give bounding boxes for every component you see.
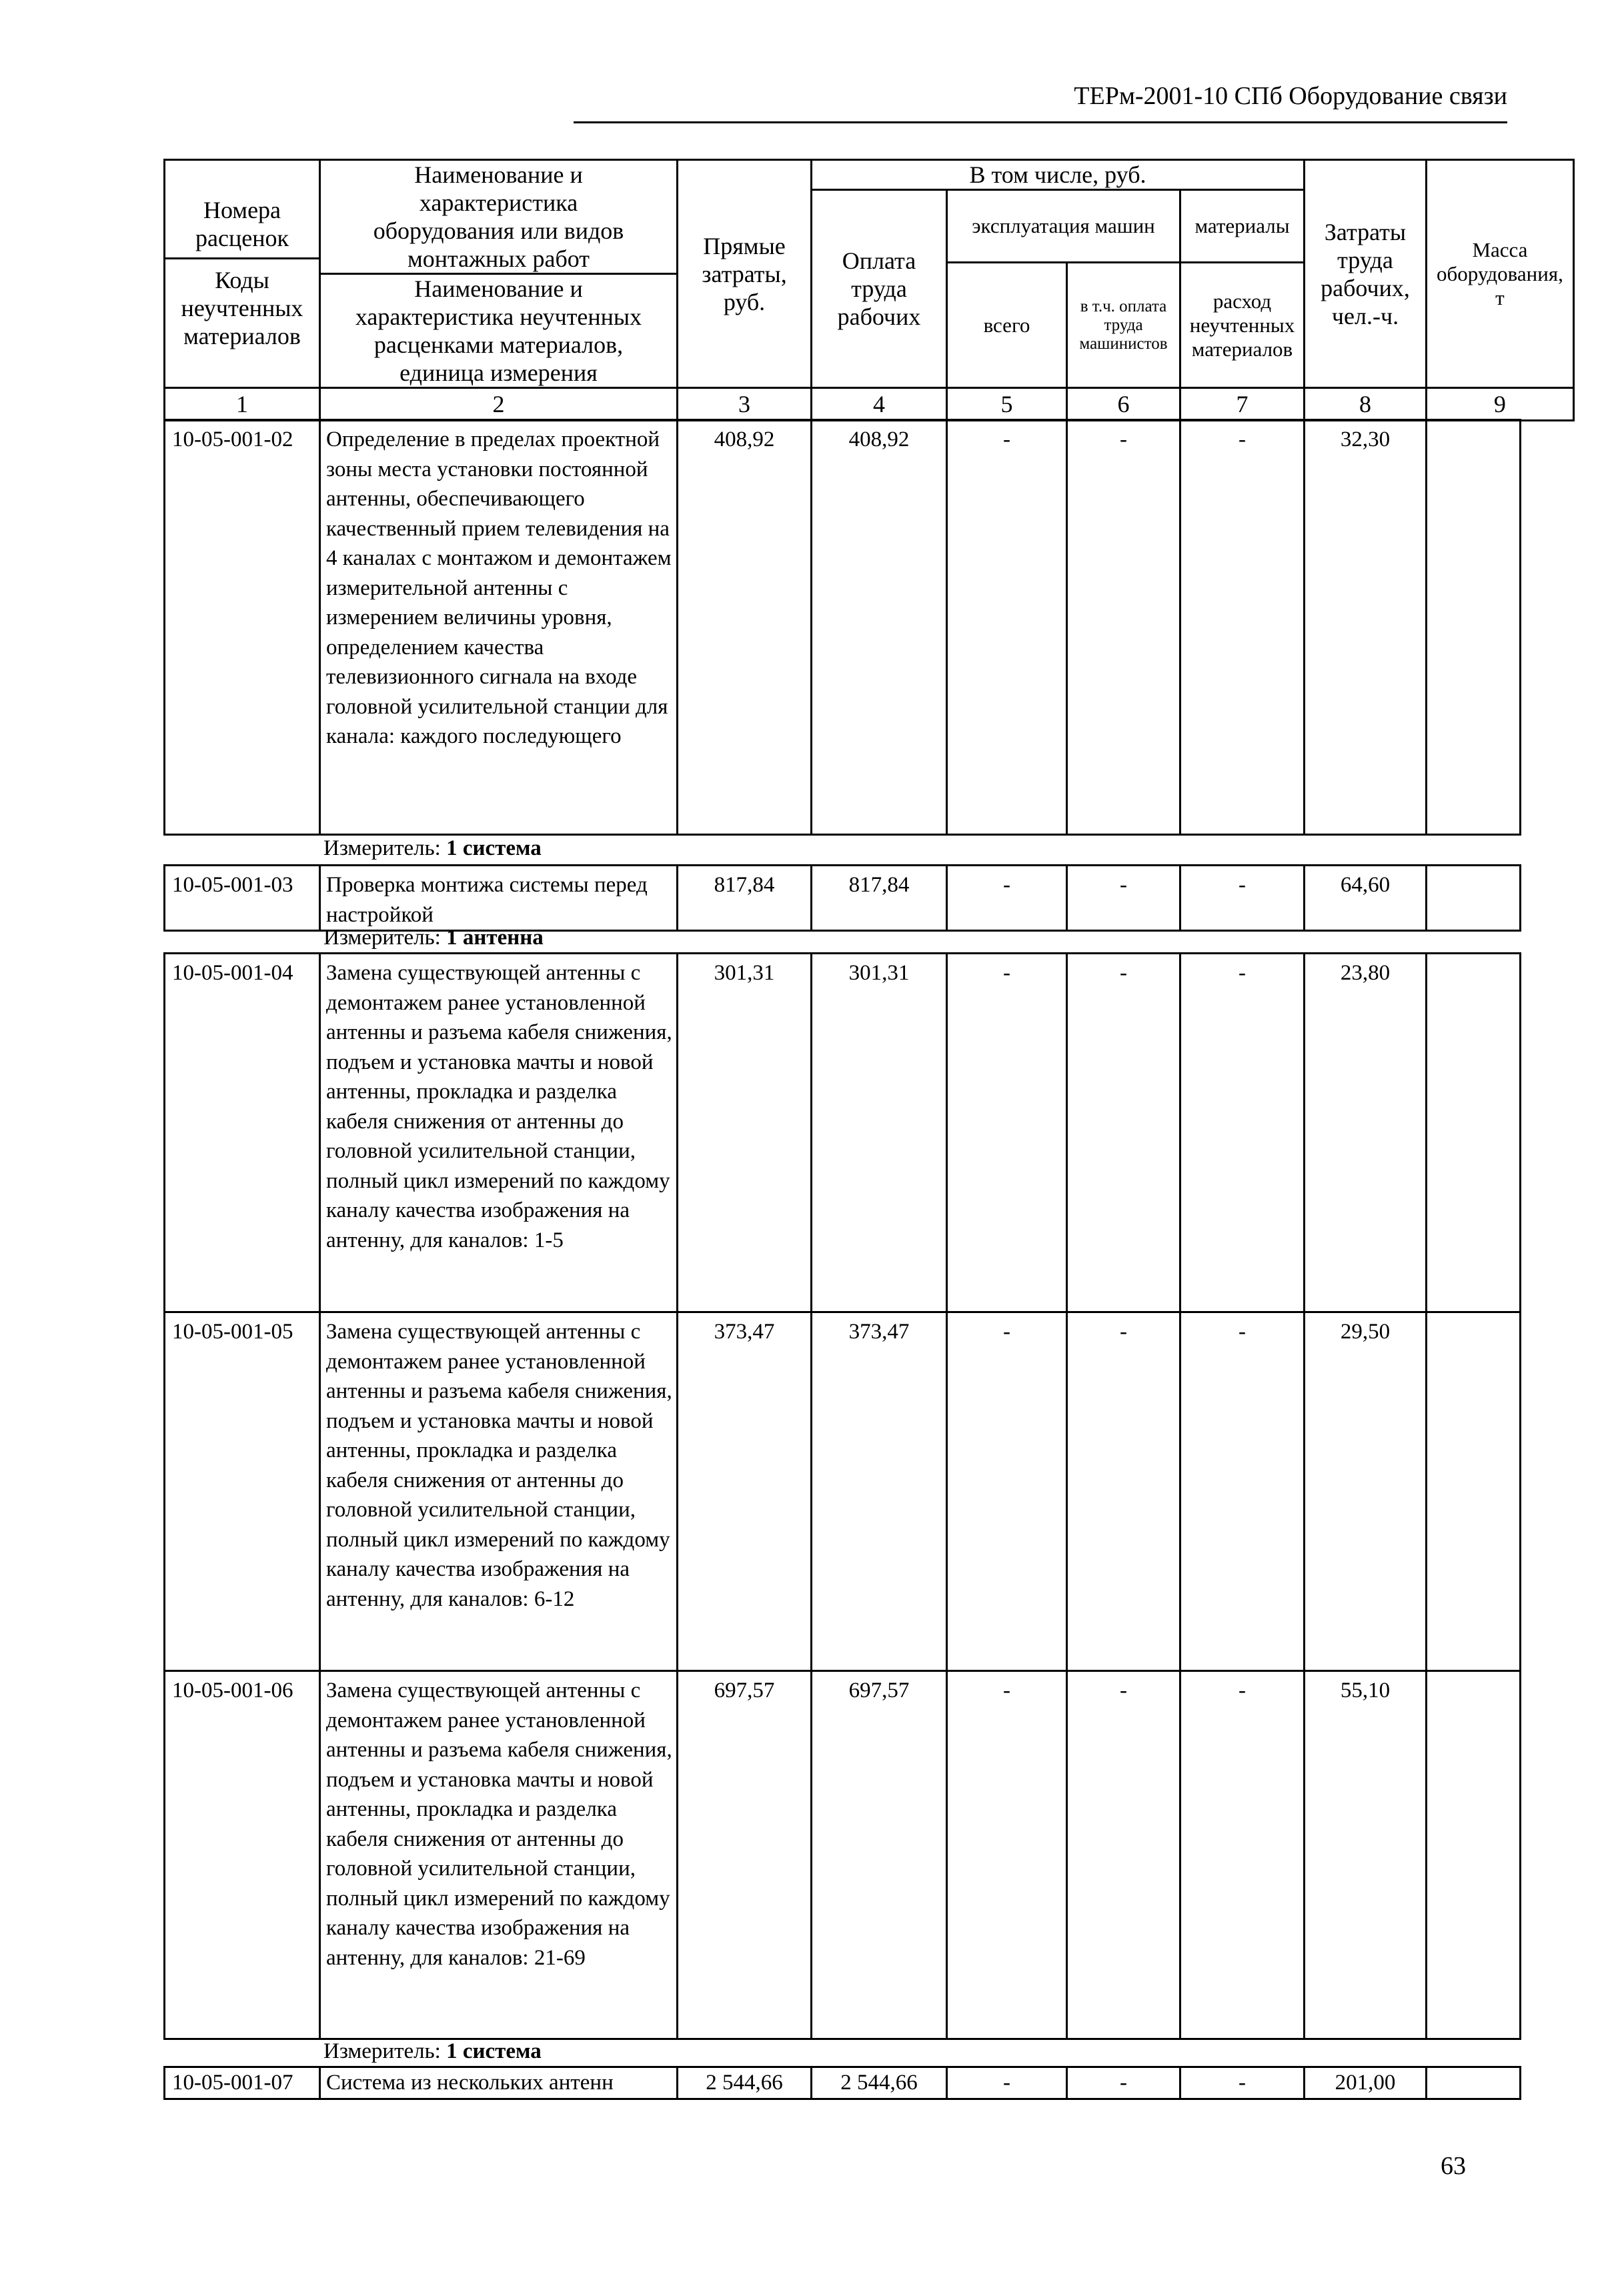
labor-pay-value: 697,57 <box>812 1671 947 2039</box>
labor-hours-value: 64,60 <box>1305 866 1427 931</box>
header-work-name: Наименование и характеристика оборудования или видов монтажных работ Наименование и характеристика неучтенных расценками материалов, единица измерения <box>320 160 678 388</box>
machinist-pay-value: - <box>1067 954 1180 1312</box>
labor-pay-value: 817,84 <box>812 866 947 931</box>
machine-total-value: - <box>947 1312 1067 1671</box>
direct-costs-value: 373,47 <box>678 1312 812 1671</box>
column-number: 5 <box>947 388 1067 421</box>
direct-costs-value: 697,57 <box>678 1671 812 2039</box>
work-description: Замена существующей антенны с демонтажем ранее установленной антенны и разъема кабеля снижения, подъем и установка мачты и новой антенны, прокладка и разделка кабеля снижения от антенны до головной усилительной станции, полный цикл измерений по каждому каналу качества изображения на антенну, для каналов: 21-69 <box>320 1671 678 2039</box>
machinist-pay-value: - <box>1067 866 1180 931</box>
rate-table <box>163 419 1521 836</box>
machinist-pay-value: - <box>1067 2067 1180 2099</box>
table-row <box>165 866 1521 931</box>
rate-code: 10-05-001-02 <box>165 420 320 835</box>
direct-costs-value: 2 544,66 <box>678 2067 812 2099</box>
labor-hours-value: 32,30 <box>1305 420 1427 835</box>
mass-value <box>1427 1312 1521 1671</box>
table-row <box>165 1671 1521 2039</box>
mass-value <box>1427 866 1521 931</box>
machine-total-value: - <box>947 954 1067 1312</box>
header-equipment-mass: Масса оборудования, т <box>1427 160 1574 388</box>
header-worker-pay: Оплата труда рабочих <box>812 190 947 388</box>
header-direct-costs: Прямые затраты, руб. <box>678 160 812 388</box>
table-row <box>165 2067 1521 2099</box>
machine-total-value: - <box>947 420 1067 835</box>
labor-hours-value: 23,80 <box>1305 954 1427 1312</box>
page-number: 63 <box>1441 2152 1466 2180</box>
rate-code: 10-05-001-04 <box>165 954 320 1312</box>
machinist-pay-value: - <box>1067 1671 1180 2039</box>
mass-value <box>1427 420 1521 835</box>
column-number: 9 <box>1427 388 1574 421</box>
rate-table <box>163 2066 1521 2100</box>
work-description: Замена существующей антенны с демонтажем ранее установленной антенны и разъема кабеля снижения, подъем и установка мачты и новой антенны, прокладка и разделка кабеля снижения от антенны до головной усилительной станции, полный цикл измерений по каждому каналу качества изображения на антенну, для каналов: 1-5 <box>320 954 678 1312</box>
materials-value: - <box>1180 1671 1305 2039</box>
column-number: 3 <box>678 388 812 421</box>
mass-value <box>1427 1671 1521 2039</box>
document-title: ТЕРм-2001-10 СПб Оборудование связи <box>1074 82 1507 110</box>
rate-table <box>163 952 1521 2040</box>
direct-costs-value: 301,31 <box>678 954 812 1312</box>
materials-value: - <box>1180 2067 1305 2099</box>
meter-line: Измеритель: 1 система <box>323 2039 542 2063</box>
labor-hours-value: 29,50 <box>1305 1312 1427 1671</box>
header-machine-total: всего <box>947 263 1067 388</box>
table-row <box>165 954 1521 1312</box>
labor-pay-value: 373,47 <box>812 1312 947 1671</box>
rate-code: 10-05-001-06 <box>165 1671 320 2039</box>
column-number: 1 <box>165 388 320 421</box>
table-row <box>165 420 1521 835</box>
machine-total-value: - <box>947 866 1067 931</box>
machinist-pay-value: - <box>1067 1312 1180 1671</box>
header-including-group: В том числе, руб. <box>812 160 1305 190</box>
rate-code: 10-05-001-07 <box>165 2067 320 2099</box>
meter-line: Измеритель: 1 антенна <box>323 926 544 950</box>
header-materials: материалы <box>1180 190 1305 263</box>
machine-total-value: - <box>947 2067 1067 2099</box>
labor-pay-value: 408,92 <box>812 420 947 835</box>
header-unaccounted-materials: расход неучтенных материалов <box>1180 263 1305 388</box>
rate-code: 10-05-001-03 <box>165 866 320 931</box>
meter-line: Измеритель: 1 система <box>323 836 542 860</box>
materials-value: - <box>1180 1312 1305 1671</box>
direct-costs-value: 817,84 <box>678 866 812 931</box>
labor-pay-value: 2 544,66 <box>812 2067 947 2099</box>
header-machine-operation: эксплуатация машин <box>947 190 1180 263</box>
mass-value <box>1427 2067 1521 2099</box>
work-description: Система из нескольких антенн <box>320 2067 678 2099</box>
header-rule <box>574 121 1507 123</box>
rate-table <box>163 864 1521 932</box>
header-labor-hours: Затраты труда рабочих, чел.-ч. <box>1305 160 1427 388</box>
materials-value: - <box>1180 866 1305 931</box>
column-header-table <box>163 159 1575 421</box>
labor-hours-value: 201,00 <box>1305 2067 1427 2099</box>
work-description: Замена существующей антенны с демонтажем ранее установленной антенны и разъема кабеля снижения, подъем и установка мачты и новой антенны, прокладка и разделка кабеля снижения от антенны до головной усилительной станции, полный цикл измерений по каждому каналу качества изображения на антенну, для каналов: 6-12 <box>320 1312 678 1671</box>
work-description: Определение в пределах проектной зоны места установки постоянной антенны, обеспечивающего качественный прием телевидения на 4 каналах с монтажом и демонтажем измерительной антенны с измерением величины уровня, определением качества телевизионного сигнала на входе головной усилительной станции для канала: каждого последующего <box>320 420 678 835</box>
header-rate-numbers: Номера расценок Коды неучтенных материалов <box>165 160 320 388</box>
machine-total-value: - <box>947 1671 1067 2039</box>
column-number: 6 <box>1067 388 1180 421</box>
table-row <box>165 1312 1521 1671</box>
machinist-pay-value: - <box>1067 420 1180 835</box>
direct-costs-value: 408,92 <box>678 420 812 835</box>
column-number: 4 <box>812 388 947 421</box>
labor-pay-value: 301,31 <box>812 954 947 1312</box>
header-machinist-pay: в т.ч. оплата труда машинистов <box>1067 263 1180 388</box>
labor-hours-value: 55,10 <box>1305 1671 1427 2039</box>
mass-value <box>1427 954 1521 1312</box>
materials-value: - <box>1180 420 1305 835</box>
rate-code: 10-05-001-05 <box>165 1312 320 1671</box>
column-number: 7 <box>1180 388 1305 421</box>
column-number: 8 <box>1305 388 1427 421</box>
materials-value: - <box>1180 954 1305 1312</box>
column-number: 2 <box>320 388 678 421</box>
work-description: Проверка монтижа системы перед настройкой <box>320 866 678 931</box>
